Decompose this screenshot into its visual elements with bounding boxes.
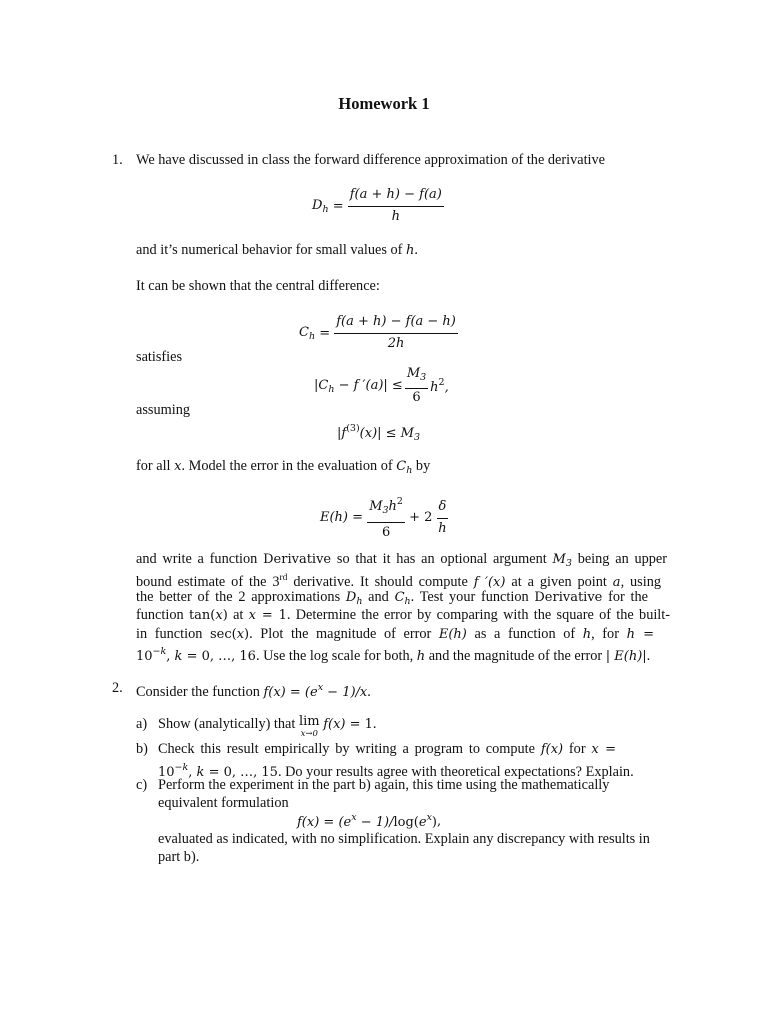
part-c-label: c) xyxy=(136,777,148,793)
part-c-text-1: Perform the experiment in the part b) again, this time using the mathematically xyxy=(158,777,610,793)
problem-1-central-intro: It can be shown that the central difference: xyxy=(136,278,380,294)
problem-2-intro: Consider the function $f(x) = (e^x - 1)/x$. xyxy=(136,682,371,700)
error-model-formula: E(h) = $\frac{M_3h^2}{6}$ + 2 $\frac{\delta}{h}$ xyxy=(320,493,448,542)
third-derivative-bound: $|f^{(3)}(x)| \le M_3$ xyxy=(337,423,421,443)
problem-1-intro: We have discussed in class the forward difference approximation of the derivative xyxy=(136,152,606,168)
part-c-formula: $f(x) = (e^x - 1)/$ $\log(e^x)$ , xyxy=(297,812,442,830)
part-a-text: Show (analytically) that lim x→0 f(x) = 1. xyxy=(158,714,377,739)
problem-1-line-6: $10^{-k}$, k = 0, …, 16. Use the log scale for both, h and the magnitude of the error | E(h)|. xyxy=(136,646,651,664)
part-b-text-2: $10^{-k}$, k = 0, …, 15. Do your results agree with theoretical expectations? Explain. xyxy=(158,762,634,780)
problem-1-line-4: function tan(x) at x = 1. Determine the error by comparing with the square of the built- xyxy=(136,607,671,623)
part-a-label: a) xyxy=(136,716,148,732)
part-c-text-4: part b). xyxy=(158,849,200,865)
problem-1-for-all: for all x. Model the error in the evaluation of $C_h$ by xyxy=(136,458,431,476)
problem-1-number: 1. xyxy=(112,152,123,168)
problem-1-satisfies: satisfies xyxy=(136,349,183,365)
problem-1-line-5: in function sec(x). Plot the magnitude of error E(h) as a function of h, for h = xyxy=(136,626,655,642)
part-c-text-3: evaluated as indicated, with no simplification. Explain any discrepancy with results in xyxy=(158,831,650,847)
forward-difference-formula: $D_h$ = $\frac{f(a + h) - f(a)}{h}$ xyxy=(312,187,442,224)
part-b-label: b) xyxy=(136,741,148,757)
problem-1-assuming: assuming xyxy=(136,402,191,418)
problem-1-line-1: and write a function Derivative so that it has an optional argument $M_3$ being an upper xyxy=(136,551,668,569)
error-bound-formula: $|C_h - f$ ′(a)| ≤ $\frac{M_3}{6}$ $h^2$, xyxy=(314,366,449,405)
problem-2-number: 2. xyxy=(112,680,123,696)
problem-1-line-3: the better of the 2 approximations $D_h$ and $C_h$. Test your function Derivative for the xyxy=(136,589,648,607)
part-c-text-2: equivalent formulation xyxy=(158,795,289,811)
part-b-text-1: Check this result empirically by writing a program to compute f(x) for x = xyxy=(158,741,617,757)
page-title: Homework 1 xyxy=(338,94,430,113)
problem-1-numerical-behavior: and it’s numerical behavior for small values of h. xyxy=(136,242,418,258)
problem-1-line-2: bound estimate of the 3rd derivative. It should compute f ′(x) at a given point a, using xyxy=(136,573,662,590)
central-difference-formula: $C_h$ = $\frac{f(a + h) - f(a - h)}{2h}$ xyxy=(299,314,456,351)
